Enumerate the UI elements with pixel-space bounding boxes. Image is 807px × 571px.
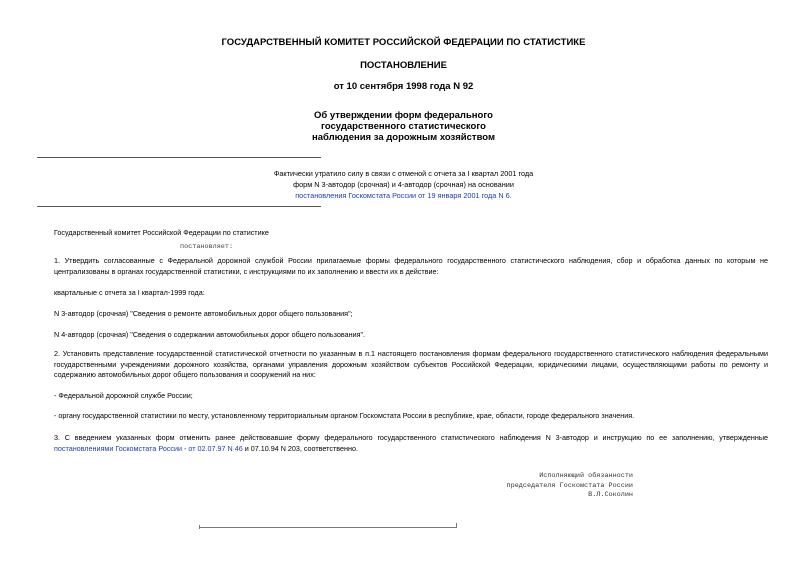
signature-block (507, 472, 633, 501)
signature-line-1: Исполняющий обязанности (539, 472, 633, 480)
paragraph-3 (54, 433, 768, 454)
quarterly-text: квартальные с отчета за I квартал-1999 года: (54, 288, 205, 297)
title-line-2: государственного статистического (321, 121, 486, 132)
footer-tick-left (199, 525, 200, 529)
title-line-3: наблюдения за дорожным хозяйством (311, 132, 496, 143)
paragraph-3-end: и 07.10.94 N 203, соответственно. (242, 443, 358, 453)
paragraph-1-text: 1. Утвердить согласованные с Федеральной дорожной службой России прилагаемые формы федерального государственного статистического наблюдения, сбор и обработка данных по которым не централизованы в органах государственной статистики, с инструкциями по их заполнению и ввести их в действие: (54, 256, 768, 276)
paragraph-3-start: 3. С введением указанных форм отменить ранее действовавшие форму федерального государственного статистического наблюдения N 3-автодор и инструкцию по ее заполнению, утвержденные (54, 433, 768, 442)
paragraph-2: 2. Установить представление государственной статистической отчетности по указанным в п.1 настоящего постановления формам федерального государственного статистического наблюдения федеральными государственными учреждениями дорожного хозяйства, органами управления дорожным хозяйством субъектов Российской Федерации, юридическими лицами, осуществляющими работы по ремонту и содержанию автомобильных дорог общего пользования и сооружений на них: (54, 349, 768, 379)
divider-top (37, 157, 321, 158)
footer-tick-right (456, 523, 457, 527)
document-title (0, 110, 807, 143)
divider-bottom (37, 206, 321, 207)
form-4-text: N 4-автодор (срочная) "Сведения о содержании автомобильных дорог общего пользования". (54, 330, 366, 339)
status-note (0, 168, 807, 201)
date-line: от 10 сентября 1998 года N 92 (333, 81, 474, 92)
note-link[interactable]: постановления Госкомстата России от 19 января 2001 года N 6. (295, 191, 512, 200)
signature-line-3: В.Л.Соколин (588, 491, 633, 499)
signature-line-2: председателя Госкомстата России (506, 481, 633, 490)
title-line-1: Об утверждении форм федерального (314, 110, 493, 121)
decree-word: постановляет: (180, 243, 234, 251)
paragraph-3-link[interactable]: постановлениями Госкомстата России - от 02.07.97 N 46 (54, 443, 243, 453)
footer-rule (199, 527, 457, 528)
organ-item: - органу государственной статистики по месту, установленному территориальным органом Госкомстата России в республике, крае, области, городе федерального значения. (54, 411, 635, 420)
intro-text: Государственный комитет Российской Федерации по статистике (54, 228, 269, 237)
note-line-1: Фактически утратило силу в связи с отменой с отчета за I квартал 2001 года (273, 169, 534, 178)
note-line-2: форм N 3-автодор (срочная) и 4-автодор (срочная) на основании (293, 180, 514, 189)
paragraph-1 (54, 256, 768, 277)
fds-item: - Федеральной дорожной службе России; (54, 391, 193, 400)
doc-type-heading: ПОСТАНОВЛЕНИЕ (360, 60, 447, 71)
form-3-text: N 3-автодор (срочная) "Сведения о ремонте автомобильных дорог общего пользования"; (54, 309, 353, 318)
committee-heading: ГОСУДАРСТВЕННЫЙ КОМИТЕТ РОССИЙСКОЙ ФЕДЕРАЦИИ ПО СТАТИСТИКЕ (221, 37, 586, 48)
